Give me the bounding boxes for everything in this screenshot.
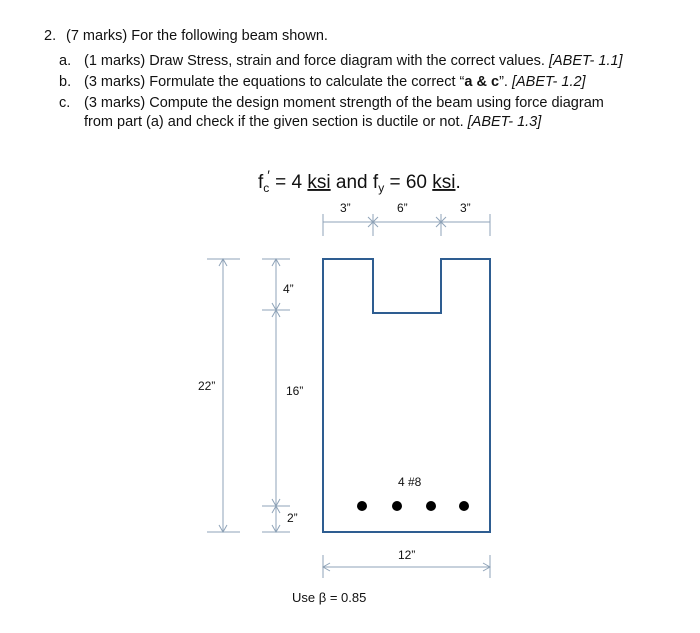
dim-notch-depth-label: 4” xyxy=(283,282,294,296)
fy-symbol: f xyxy=(372,172,379,193)
dim-web-height-label: 16” xyxy=(286,384,304,398)
dim-top-line xyxy=(323,214,490,236)
part-a-text: (1 marks) Draw Stress, strain and force diagram with the correct values. xyxy=(84,53,549,69)
part-c-text-cont: from part (a) and check if the given section is ductile or not. xyxy=(84,114,468,130)
rebar-2 xyxy=(392,501,402,511)
rebar-3 xyxy=(426,501,436,511)
rebar-label: 4 #8 xyxy=(398,475,422,489)
part-c-label: c. xyxy=(59,95,71,111)
dim-top-right-label: 3” xyxy=(460,201,471,215)
dim-top-mid-label: 6” xyxy=(397,201,408,215)
fy-unit: ksi xyxy=(432,172,456,193)
rebar-1 xyxy=(357,501,367,511)
material-properties xyxy=(258,167,461,195)
fc-unit: ksi xyxy=(307,172,331,193)
dim-top-left-label: 3” xyxy=(340,201,351,215)
fc-sub: c xyxy=(263,181,270,195)
part-a-label: a. xyxy=(59,53,72,69)
dim-cover-label: 2” xyxy=(287,511,298,525)
dim-total-height-line xyxy=(207,259,240,532)
and-text: and xyxy=(330,172,373,193)
fy-sub: y xyxy=(378,181,385,195)
rebar-4 xyxy=(459,501,469,511)
part-b-text-post: ”. xyxy=(499,74,512,90)
fc-prime: ′ xyxy=(267,167,270,183)
beta-note: Use β = 0.85 xyxy=(292,590,367,605)
fc-symbol: f xyxy=(258,172,264,193)
part-a-ref: [ABET- 1.1] xyxy=(548,53,623,69)
dim-total-height-label: 22” xyxy=(198,379,216,393)
beam-section-outline xyxy=(323,259,490,532)
part-c-ref: [ABET- 1.3] xyxy=(467,114,542,130)
part-b-text: (3 marks) Formulate the equations to calculate the correct “ xyxy=(84,74,465,90)
material-end: . xyxy=(455,172,461,193)
part-c-text: (3 marks) Compute the design moment strength of the beam using force diagram xyxy=(84,95,604,111)
part-b-bold: a & c xyxy=(464,74,500,90)
part-b-label: b. xyxy=(59,74,72,90)
question-title: (7 marks) For the following beam shown. xyxy=(66,28,328,44)
dim-width-label: 12” xyxy=(398,548,416,562)
question-number: 2. xyxy=(44,28,57,44)
part-b-ref: [ABET- 1.2] xyxy=(511,74,586,90)
fc-value: = 4 xyxy=(269,172,308,193)
fy-value: = 60 xyxy=(384,172,433,193)
